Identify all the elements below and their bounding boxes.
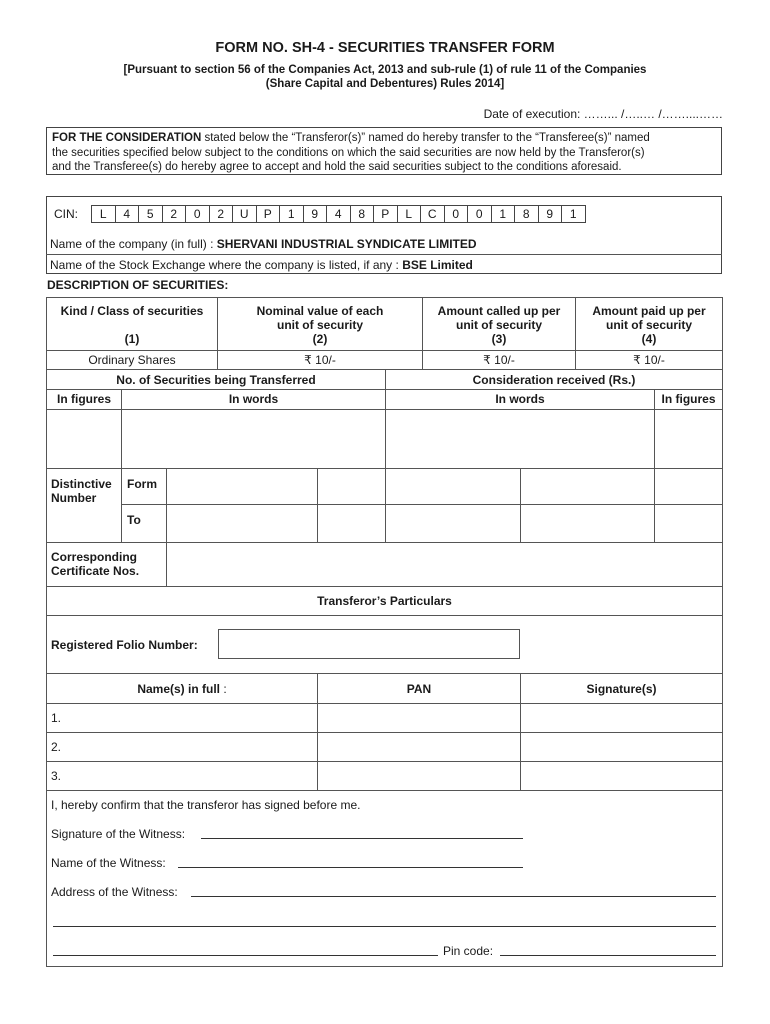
cin-cell: 9: [304, 205, 328, 223]
grid-line: [654, 468, 655, 542]
distinctive-label-2: Number: [51, 491, 97, 505]
witness-signature-line[interactable]: [201, 838, 523, 839]
witness-confirmation: I, hereby confirm that the transferor has signed before me.: [51, 798, 361, 812]
witness-name-line[interactable]: [178, 867, 523, 868]
cin-cell: U: [233, 205, 257, 223]
grid-line: [520, 468, 521, 542]
names-header: [47, 682, 317, 696]
col-paid-number: (4): [641, 332, 657, 346]
divider: [46, 254, 722, 255]
form-label: Form: [127, 477, 157, 491]
grid-line: [317, 468, 318, 542]
col-called-label-1: Amount called up per: [437, 304, 561, 318]
cin-cell: 1: [492, 205, 516, 223]
grid-line: [46, 350, 723, 351]
transferor-row-1: 1.: [51, 711, 62, 725]
cin-cell: 0: [445, 205, 469, 223]
corresponding-label-1: Corresponding: [51, 550, 137, 564]
cin-cell: 0: [186, 205, 210, 223]
col-kind-label: Kind / Class of securities: [60, 304, 204, 318]
folio-number-field[interactable]: [218, 629, 520, 659]
grid-line: [46, 542, 723, 543]
consideration-statement: [46, 127, 722, 175]
grid-line: [46, 673, 723, 674]
cin-cell: C: [421, 205, 445, 223]
grid-line: [46, 732, 723, 733]
grid-line: [46, 790, 723, 791]
names-header-colon: :: [220, 682, 227, 696]
grid-line: [121, 468, 122, 542]
cin-cells: [91, 205, 586, 223]
to-label: To: [127, 513, 141, 527]
in-words-left: In words: [228, 392, 279, 406]
in-figures-right: In figures: [661, 392, 716, 406]
cin-cell: L: [398, 205, 422, 223]
col-called-number: (3): [491, 332, 507, 346]
cin-cell: 5: [139, 205, 163, 223]
consideration-lead: FOR THE CONSIDERATION: [52, 132, 202, 144]
transferor-particulars-title: Transferor’s Particulars: [317, 594, 452, 608]
in-figures-left: In figures: [56, 392, 111, 406]
grid-line: [46, 586, 723, 587]
col-nominal-label-2: unit of security: [276, 318, 363, 332]
col-kind-number: (1): [124, 332, 140, 346]
consideration-line-2: the securities specified below subject to the conditions on which the said securities are now held by the Transferor(s): [52, 146, 645, 159]
stock-exchange-row: [50, 258, 473, 272]
cin-cell: P: [374, 205, 398, 223]
witness-address-line-1[interactable]: [191, 896, 716, 897]
cin-cell: 0: [468, 205, 492, 223]
cin-label: CIN:: [54, 207, 78, 221]
consideration-line-3: and the Transferee(s) do hereby agree to accept and hold the said securities subject to the conditions aforesaid.: [52, 161, 622, 173]
row-kind: Ordinary Shares: [88, 353, 176, 367]
consideration-received: Consideration received (Rs.): [472, 373, 636, 387]
cin-cell: 8: [351, 205, 375, 223]
grid-line: [46, 761, 723, 762]
cin-cell: 9: [539, 205, 563, 223]
names-header-label: Name(s) in full: [137, 682, 220, 696]
grid-line: [166, 468, 167, 586]
grid-line: [46, 297, 723, 298]
row-paid: ₹ 10/-: [633, 353, 665, 367]
col-called-label-2: unit of security: [455, 318, 542, 332]
pin-code-label: Pin code:: [443, 944, 494, 958]
date-of-execution[interactable]: Date of execution: ……... /…..… /……....……: [483, 107, 723, 121]
corresponding-certificate-label: [51, 550, 139, 578]
cin-cell: 2: [163, 205, 187, 223]
grid-line: [46, 966, 723, 967]
form-title: FORM NO. SH-4 - SECURITIES TRANSFER FORM: [215, 40, 555, 56]
corresponding-label-2: Certificate Nos.: [51, 564, 140, 578]
col-kind-header: [47, 304, 217, 346]
distinctive-label-1: Distinctive: [51, 477, 112, 491]
subtitle-line-1: [Pursuant to section 56 of the Companies Act, 2013 and sub-rule (1) of rule 11 of the Companies: [123, 64, 647, 76]
no-securities-transferred: No. of Securities being Transferred: [116, 373, 316, 387]
col-paid-label-1: Amount paid up per: [592, 304, 706, 318]
cin-cell: 8: [515, 205, 539, 223]
row-called: ₹ 10/-: [483, 353, 515, 367]
subtitle-line-2: (Share Capital and Debentures) Rules 2014]: [265, 78, 505, 90]
cin-cell: P: [257, 205, 281, 223]
pin-code-line[interactable]: [500, 955, 716, 956]
cin-cell: 4: [327, 205, 351, 223]
transferor-row-3: 3.: [51, 769, 62, 783]
witness-address-line-2[interactable]: [53, 926, 716, 927]
cin-cell: 1: [562, 205, 586, 223]
witness-address-line-3[interactable]: [53, 955, 438, 956]
description-of-securities-title: DESCRIPTION OF SECURITIES:: [47, 278, 229, 292]
witness-address-label: Address of the Witness:: [51, 885, 178, 899]
stock-exchange-value: BSE Limited: [402, 258, 473, 272]
cin-cell: L: [92, 205, 116, 223]
company-name-value: SHERVANI INDUSTRIAL SYNDICATE LIMITED: [216, 237, 477, 251]
cin-cell: 4: [116, 205, 140, 223]
col-paid-label-2: unit of security: [605, 318, 692, 332]
company-name-row: [50, 237, 477, 251]
grid-line: [722, 297, 723, 966]
stock-exchange-label: Name of the Stock Exchange where the company is listed, if any :: [50, 258, 403, 272]
in-words-right: In words: [495, 392, 545, 406]
folio-label: Registered Folio Number:: [51, 638, 198, 652]
row-nominal: ₹ 10/-: [304, 353, 336, 367]
col-paid-header: [576, 304, 722, 346]
col-called-header: [423, 304, 575, 346]
company-name-label: Name of the company (in full) :: [50, 237, 217, 251]
cin-cell: 2: [210, 205, 234, 223]
grid-line: [46, 703, 723, 704]
transferor-row-2: 2.: [51, 740, 62, 754]
col-nominal-header: [218, 304, 422, 346]
cin-cell: 1: [280, 205, 304, 223]
grid-line: [121, 504, 723, 505]
pan-header: PAN: [406, 682, 432, 696]
col-nominal-label-1: Nominal value of each: [256, 304, 384, 318]
witness-name-label: Name of the Witness:: [51, 856, 166, 870]
witness-signature-label: Signature of the Witness:: [51, 827, 186, 841]
col-nominal-number: (2): [312, 332, 328, 346]
signature-header: Signature(s): [586, 682, 657, 696]
distinctive-number-label: [51, 477, 112, 505]
grid-line: [46, 615, 723, 616]
consideration-line-1: stated below the “Transferor(s)” named do hereby transfer to the “Transferee(s)” named: [201, 132, 650, 144]
form-subtitle: [60, 63, 710, 91]
